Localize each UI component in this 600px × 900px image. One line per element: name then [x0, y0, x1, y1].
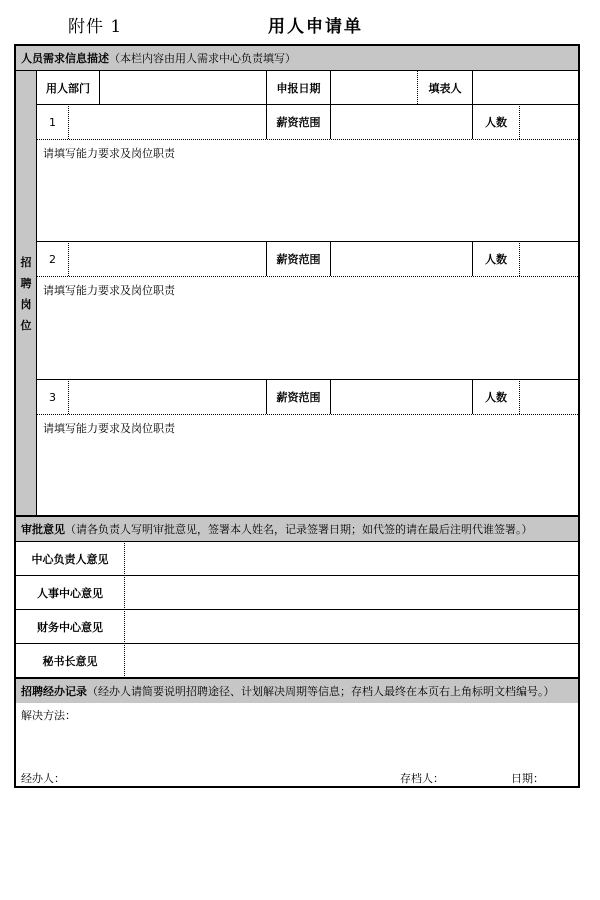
- demand-section-header: [16, 46, 578, 70]
- approval-row-finance: 财务中心意见: [37, 620, 103, 634]
- position-1-salary-field[interactable]: [331, 105, 472, 139]
- position-3-name-field[interactable]: [69, 380, 266, 414]
- approval-finance-field[interactable]: [125, 610, 578, 643]
- position-1-count-field[interactable]: [520, 105, 578, 139]
- position-3-description[interactable]: 请填写能力要求及岗位职责: [43, 422, 175, 435]
- filler-label: 填表人: [428, 81, 462, 95]
- approval-hr-field[interactable]: [125, 576, 578, 609]
- record-section-note: （经办人请简要说明招聘途径、计划解决周期等信息；存档人最终在本页右上角标明文档编号。）: [87, 685, 555, 698]
- position-3-salary-field[interactable]: [331, 380, 472, 414]
- handler-label: 经办人：: [21, 772, 65, 785]
- position-3-count-label: 人数: [485, 391, 507, 404]
- approval-center-head-field[interactable]: [125, 542, 578, 575]
- solution-label: 解决方法：: [21, 709, 76, 722]
- filler-field[interactable]: [473, 71, 578, 104]
- recruit-position-sidebar: [16, 71, 36, 516]
- demand-section-heading: 人员需求信息描述: [21, 52, 109, 65]
- dept-field[interactable]: [100, 71, 266, 104]
- recruit-position-label: 招 聘 岗 位: [20, 255, 32, 332]
- demand-section-note: （本栏内容由用人需求中心负责填写）: [109, 52, 296, 65]
- position-3-count-field[interactable]: [520, 380, 578, 414]
- position-3-salary-label: 薪资范围: [276, 391, 321, 404]
- position-2-salary-field[interactable]: [331, 242, 472, 276]
- approval-section-heading: 审批意见: [21, 523, 65, 536]
- approval-secretary-field[interactable]: [125, 644, 578, 677]
- position-3-number: 3: [49, 390, 56, 404]
- approval-row-secretary: 秘书长意见: [42, 654, 98, 668]
- position-2-count-field[interactable]: [520, 242, 578, 276]
- attachment-label: 附件 1: [68, 17, 123, 37]
- archiver-label: 存档人：: [400, 772, 444, 785]
- position-1-name-field[interactable]: [69, 105, 266, 139]
- approval-row-center-head: 中心负责人意见: [31, 552, 109, 566]
- position-1-description[interactable]: 请填写能力要求及岗位职责: [43, 147, 175, 160]
- approval-section-note: （请各负责人写明审批意见，签署本人姓名，记录签署日期；如代签的请在最后注明代谁签署。）: [65, 523, 533, 536]
- position-2-description[interactable]: 请填写能力要求及岗位职责: [43, 284, 175, 297]
- solution-field[interactable]: [21, 724, 573, 764]
- record-section-heading: 招聘经办记录: [21, 685, 87, 698]
- position-1-salary-label: 薪资范围: [276, 116, 321, 129]
- position-2-number: 2: [49, 252, 56, 266]
- position-1-count-label: 人数: [485, 116, 507, 129]
- approval-section-header: [16, 517, 578, 541]
- dept-label: 用人部门: [46, 81, 90, 95]
- date-field[interactable]: [331, 71, 417, 104]
- form-title: 用人申请单: [268, 17, 363, 37]
- position-2-name-field[interactable]: [69, 242, 266, 276]
- approval-row-hr: 人事中心意见: [37, 586, 103, 600]
- position-2-count-label: 人数: [485, 253, 507, 266]
- record-section-header: [16, 679, 578, 703]
- position-1-number: 1: [49, 115, 56, 129]
- date-label: 申报日期: [276, 81, 321, 95]
- record-date-label: 日期：: [511, 772, 544, 785]
- position-2-salary-label: 薪资范围: [276, 253, 321, 266]
